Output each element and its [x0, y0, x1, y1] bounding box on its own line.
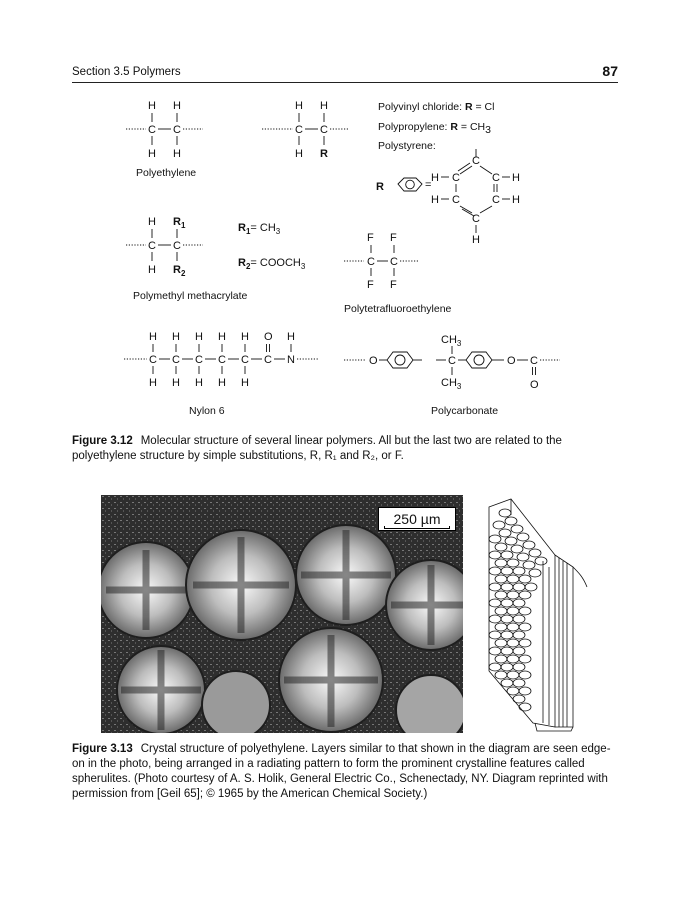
- r2-def: R: [238, 257, 246, 269]
- atom-h: H: [148, 148, 156, 160]
- atom-o: O: [530, 379, 539, 391]
- atom-c: C: [149, 354, 157, 366]
- atom-c: C: [530, 355, 538, 367]
- atom-h: H: [218, 331, 226, 343]
- figure-3-13-caption: [72, 742, 620, 802]
- ptfe-structure: [344, 232, 452, 315]
- atom-f: F: [390, 232, 397, 244]
- r1-def-value-sub: 3: [275, 227, 281, 236]
- atom-h: H: [512, 194, 520, 206]
- atom-f: F: [367, 279, 374, 291]
- running-header: Section 3.5 Polymers: [72, 66, 181, 78]
- pp-r: R: [450, 121, 458, 133]
- atom-c: C: [173, 240, 181, 252]
- ps-label: Polystyrene:: [378, 140, 436, 152]
- r2-subscript: 2: [180, 269, 186, 278]
- atom-c: C: [492, 194, 500, 206]
- atom-h: H: [195, 377, 203, 389]
- atom-h: H: [241, 331, 249, 343]
- equals-sign: =: [425, 179, 432, 191]
- atom-c: C: [320, 124, 328, 136]
- atom-c: C: [172, 354, 180, 366]
- atom-h: H: [173, 100, 181, 112]
- r1-group: R: [173, 216, 181, 228]
- methyl-bottom-sub: 3: [456, 382, 462, 391]
- atom-c: C: [390, 256, 398, 268]
- methyl-top-sub: 3: [456, 339, 462, 348]
- atom-h: H: [295, 148, 303, 160]
- methyl-bottom: CH: [441, 377, 457, 389]
- polycarbonate-structure: [344, 334, 560, 417]
- svg-text:CH3: [441, 334, 462, 348]
- atom-h: H: [149, 331, 157, 343]
- atom-h: H: [148, 100, 156, 112]
- atom-h: H: [295, 100, 303, 112]
- polycarbonate-label: Polycarbonate: [431, 405, 499, 417]
- atom-f: F: [367, 232, 374, 244]
- svg-text:R1: [173, 216, 186, 230]
- polystyrene-phenyl: [376, 149, 520, 246]
- atom-h: H: [472, 234, 480, 246]
- atom-h: H: [287, 331, 295, 343]
- r1-def-sub: 1: [245, 227, 251, 236]
- phenyl-r: R: [376, 181, 384, 193]
- pmma-structure: [126, 216, 306, 302]
- svg-text:R2: [173, 264, 186, 278]
- r1-def-value: = CH: [250, 222, 276, 234]
- atom-h: H: [149, 377, 157, 389]
- atom-h: H: [195, 331, 203, 343]
- scale-bar: [384, 526, 450, 529]
- atom-c: C: [241, 354, 249, 366]
- lamellar-crystal-diagram: [475, 495, 600, 733]
- pvc-label: Polyvinyl chloride:: [378, 101, 465, 113]
- svg-text:R2= COOCH3: [238, 257, 306, 271]
- atom-c: C: [218, 354, 226, 366]
- atom-c: C: [148, 124, 156, 136]
- r2-def-value: = COOCH: [250, 257, 301, 269]
- atom-c: C: [472, 155, 480, 167]
- atom-h: H: [218, 377, 226, 389]
- atom-c: C: [472, 213, 480, 225]
- pp-label: Polypropylene:: [378, 121, 451, 133]
- atom-h: H: [173, 148, 181, 160]
- atom-h: H: [512, 172, 520, 184]
- atom-c: C: [452, 172, 460, 184]
- atom-h: H: [431, 194, 439, 206]
- atom-c: C: [173, 124, 181, 136]
- substituent-r: R: [320, 148, 328, 160]
- figure-3-12-caption: [72, 434, 620, 464]
- pp-subscript: 3: [485, 124, 491, 136]
- nylon-label: Nylon 6: [189, 405, 225, 417]
- r2-def-sub: 2: [245, 262, 251, 271]
- figure-3-12-text: Molecular structure of several linear polymers. All but the last two are related to the polyethylene structure by simple substitutions, R, R₁ and R₂, or F.: [72, 435, 562, 462]
- atom-f: F: [390, 279, 397, 291]
- figure-3-12-label: Figure 3.12: [72, 435, 133, 447]
- atom-h: H: [172, 377, 180, 389]
- atom-h: H: [320, 100, 328, 112]
- polyethylene-label: Polyethylene: [136, 167, 197, 179]
- polyethylene-structure: [126, 100, 203, 179]
- atom-h: H: [431, 172, 439, 184]
- atom-c: C: [264, 354, 272, 366]
- substituent-legend: [378, 101, 494, 152]
- atom-o: O: [264, 331, 273, 343]
- substituted-structure: [262, 100, 348, 160]
- pmma-label: Polymethyl methacrylate: [133, 290, 248, 302]
- atom-h: H: [148, 264, 156, 276]
- atom-h: H: [241, 377, 249, 389]
- figure-3-13-text: Crystal structure of polyethylene. Layers similar to that shown in the diagram are seen edge-on in the photo, being arranged in a radiating pattern to form the prominent crystalline features called spherulites. (Photo courtesy of A. S. Holik, General Electric Co., Schenectady, NY. Diagram reprinted with permission from [Geil 65]; © 1965 by the American Chemical Society.): [72, 743, 611, 800]
- ptfe-label: Polytetrafluoroethylene: [344, 303, 452, 315]
- pp-value: = CH: [457, 121, 486, 133]
- pvc-value: = Cl: [472, 101, 495, 113]
- atom-h: H: [172, 331, 180, 343]
- atom-c: C: [448, 355, 456, 367]
- atom-c: C: [492, 172, 500, 184]
- r2-group: R: [173, 264, 181, 276]
- svg-text:Polyvinyl chloride: R = Cl: [378, 101, 494, 113]
- scale-bar-label: 250 µm: [378, 507, 456, 531]
- atom-c: C: [195, 354, 203, 366]
- figure-3-13-label: Figure 3.13: [72, 743, 133, 755]
- atom-o: O: [507, 355, 516, 367]
- r2-def-value-sub: 3: [300, 262, 306, 271]
- atom-c: C: [452, 194, 460, 206]
- nylon-structure: [124, 331, 318, 417]
- atom-o: O: [369, 355, 378, 367]
- atom-n: N: [287, 354, 295, 366]
- methyl-top: CH: [441, 334, 457, 346]
- atom-c: C: [295, 124, 303, 136]
- atom-h: H: [148, 216, 156, 228]
- svg-text:R1= CH3: [238, 222, 281, 236]
- atom-c: C: [148, 240, 156, 252]
- r1-def: R: [238, 222, 246, 234]
- svg-text:CH3: [441, 377, 462, 391]
- figure-3-12-structures: [0, 0, 690, 440]
- pvc-r: R: [464, 101, 473, 113]
- svg-text:Polypropylene: R = CH3: [378, 121, 491, 136]
- page-number: 87: [602, 63, 618, 79]
- r1-subscript: 1: [180, 221, 186, 230]
- atom-c: C: [367, 256, 375, 268]
